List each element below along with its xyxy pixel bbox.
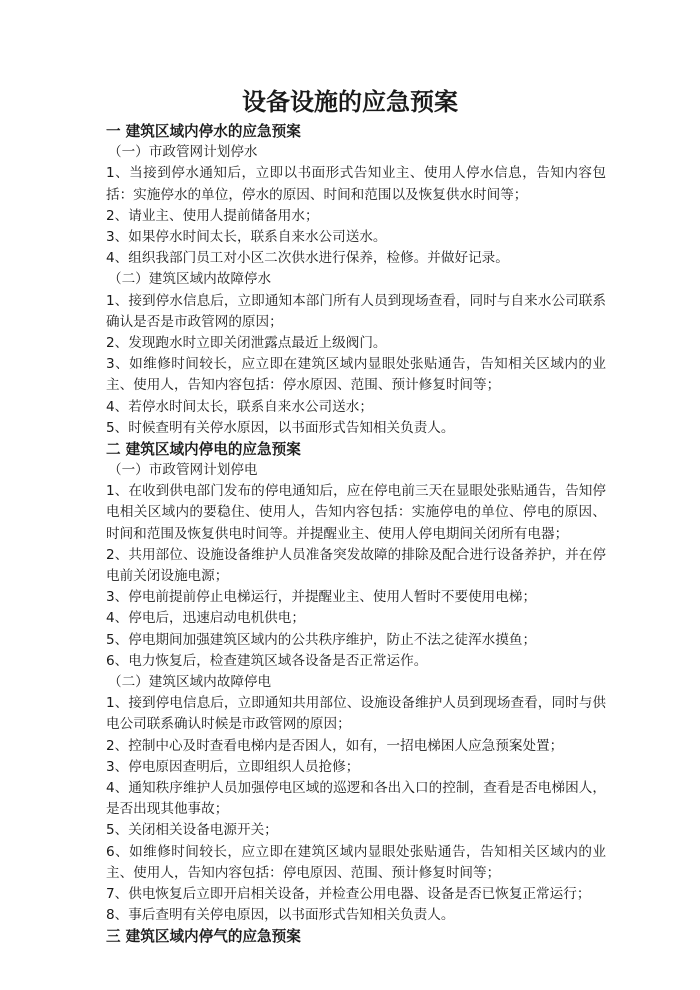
list-item: 2、请业主、使用人提前储备用水； [106,207,319,224]
list-item: 7、供电恢复后立即开启相关设备，并检查公用电器、设备是否已恢复正常运行； [106,886,591,903]
list-item: 5、关闭相关设备电源开关； [106,822,278,839]
list-item: 2、控制中心及时查看电梯内是否困人，如有，一招电梯困人应急预案处置； [106,737,564,754]
subsection-heading: （一）市政管网计划停电 [108,462,258,479]
list-item: 3、停电原因查明后，立即组织人员抢修； [106,758,360,775]
list-item: 4、停电后，迅速启动电机供电； [106,610,305,627]
section-heading: 三 建筑区域内停气的应急预案 [106,928,301,946]
list-item: 2、共用部位、设施设备维护人员准备突发故障的排除及配合进行设备养护，并在停电前关闭设施电源； [106,546,606,585]
list-item: 4、通知秩序维护人员加强停电区域的巡逻和各出入口的控制，查看是否电梯困人，是否出现其他事故； [106,780,606,818]
list-item: 5、停电期间加强建筑区域内的公共秩序维护，防止不法之徒浑水摸鱼； [106,631,537,648]
list-item: 1、在收到供电部门发布的停电通知后，应在停电前三天在显眼处张贴通告，告知停电相关区域内的要稳住、使用人，告知内容包括：实施停电的单位、停电的原因、时间和范围及恢复供电时间等。并提醒业主、使用人停电期间关闭所有电器； [106,483,606,542]
list-item: 3、如维修时间较长，应立即在建筑区域内显眼处张贴通告，告知相关区域内的业主、使用人，告知内容包括：停水原因、范围、预计修复时间等； [106,356,606,394]
list-item: 5、时候查明有关停水原因，以书面形式告知相关负责人。 [106,419,455,436]
subsection-heading: （二）建筑区域内故障停水 [108,271,272,288]
list-item: 4、组织我部门员工对小区二次供水进行保养，检修。并做好记录。 [106,250,509,267]
section-heading: 一 建筑区域内停水的应急预案 [106,123,301,140]
list-item: 8、事后查明有关停电原因，以书面形式告知相关负责人。 [106,907,455,924]
list-item: 4、若停水时间太长，联系自来水公司送水； [106,398,373,415]
section-heading: 二 建筑区域内停电的应急预案 [106,440,301,458]
list-item: 3、停电前提前停止电梯运行，并提醒业主、使用人暂时不要使用电梯； [106,589,537,606]
list-item: 2、发现跑水时立即关闭泄露点最近上级阀门。 [106,334,387,351]
list-item: 1、接到停电信息后，立即通知共用部位、设施设备维护人员到现场查看，同时与供电公司联系确认时候是市政管网的原因； [106,695,606,733]
subsection-heading: （二）建筑区域内故障停电 [108,674,272,691]
list-item: 6、如维修时间较长，应立即在建筑区域内显眼处张贴通告，告知相关区域内的业主、使用人，告知内容包括：停电原因、范围、预计修复时间等； [106,843,606,881]
list-item: 1、当接到停水通知后，立即以书面形式告知业主、使用人停水信息，告知内容包括：实施停水的单位，停水的原因、时间和范围以及恢复供水时间等； [106,165,606,203]
document-body [106,121,606,948]
list-item: 1、接到停水信息后，立即通知本部门所有人员到现场查看，同时与自来水公司联系确认是否是市政管网的原因； [106,292,606,330]
page-title: 设备设施的应急预案 [242,88,458,116]
subsection-heading: （一）市政管网计划停水 [108,144,258,161]
list-item: 3、如果停水时间太长，联系自来水公司送水。 [106,228,387,245]
list-item: 6、电力恢复后，检查建筑区域各设备是否正常运作。 [106,652,428,669]
